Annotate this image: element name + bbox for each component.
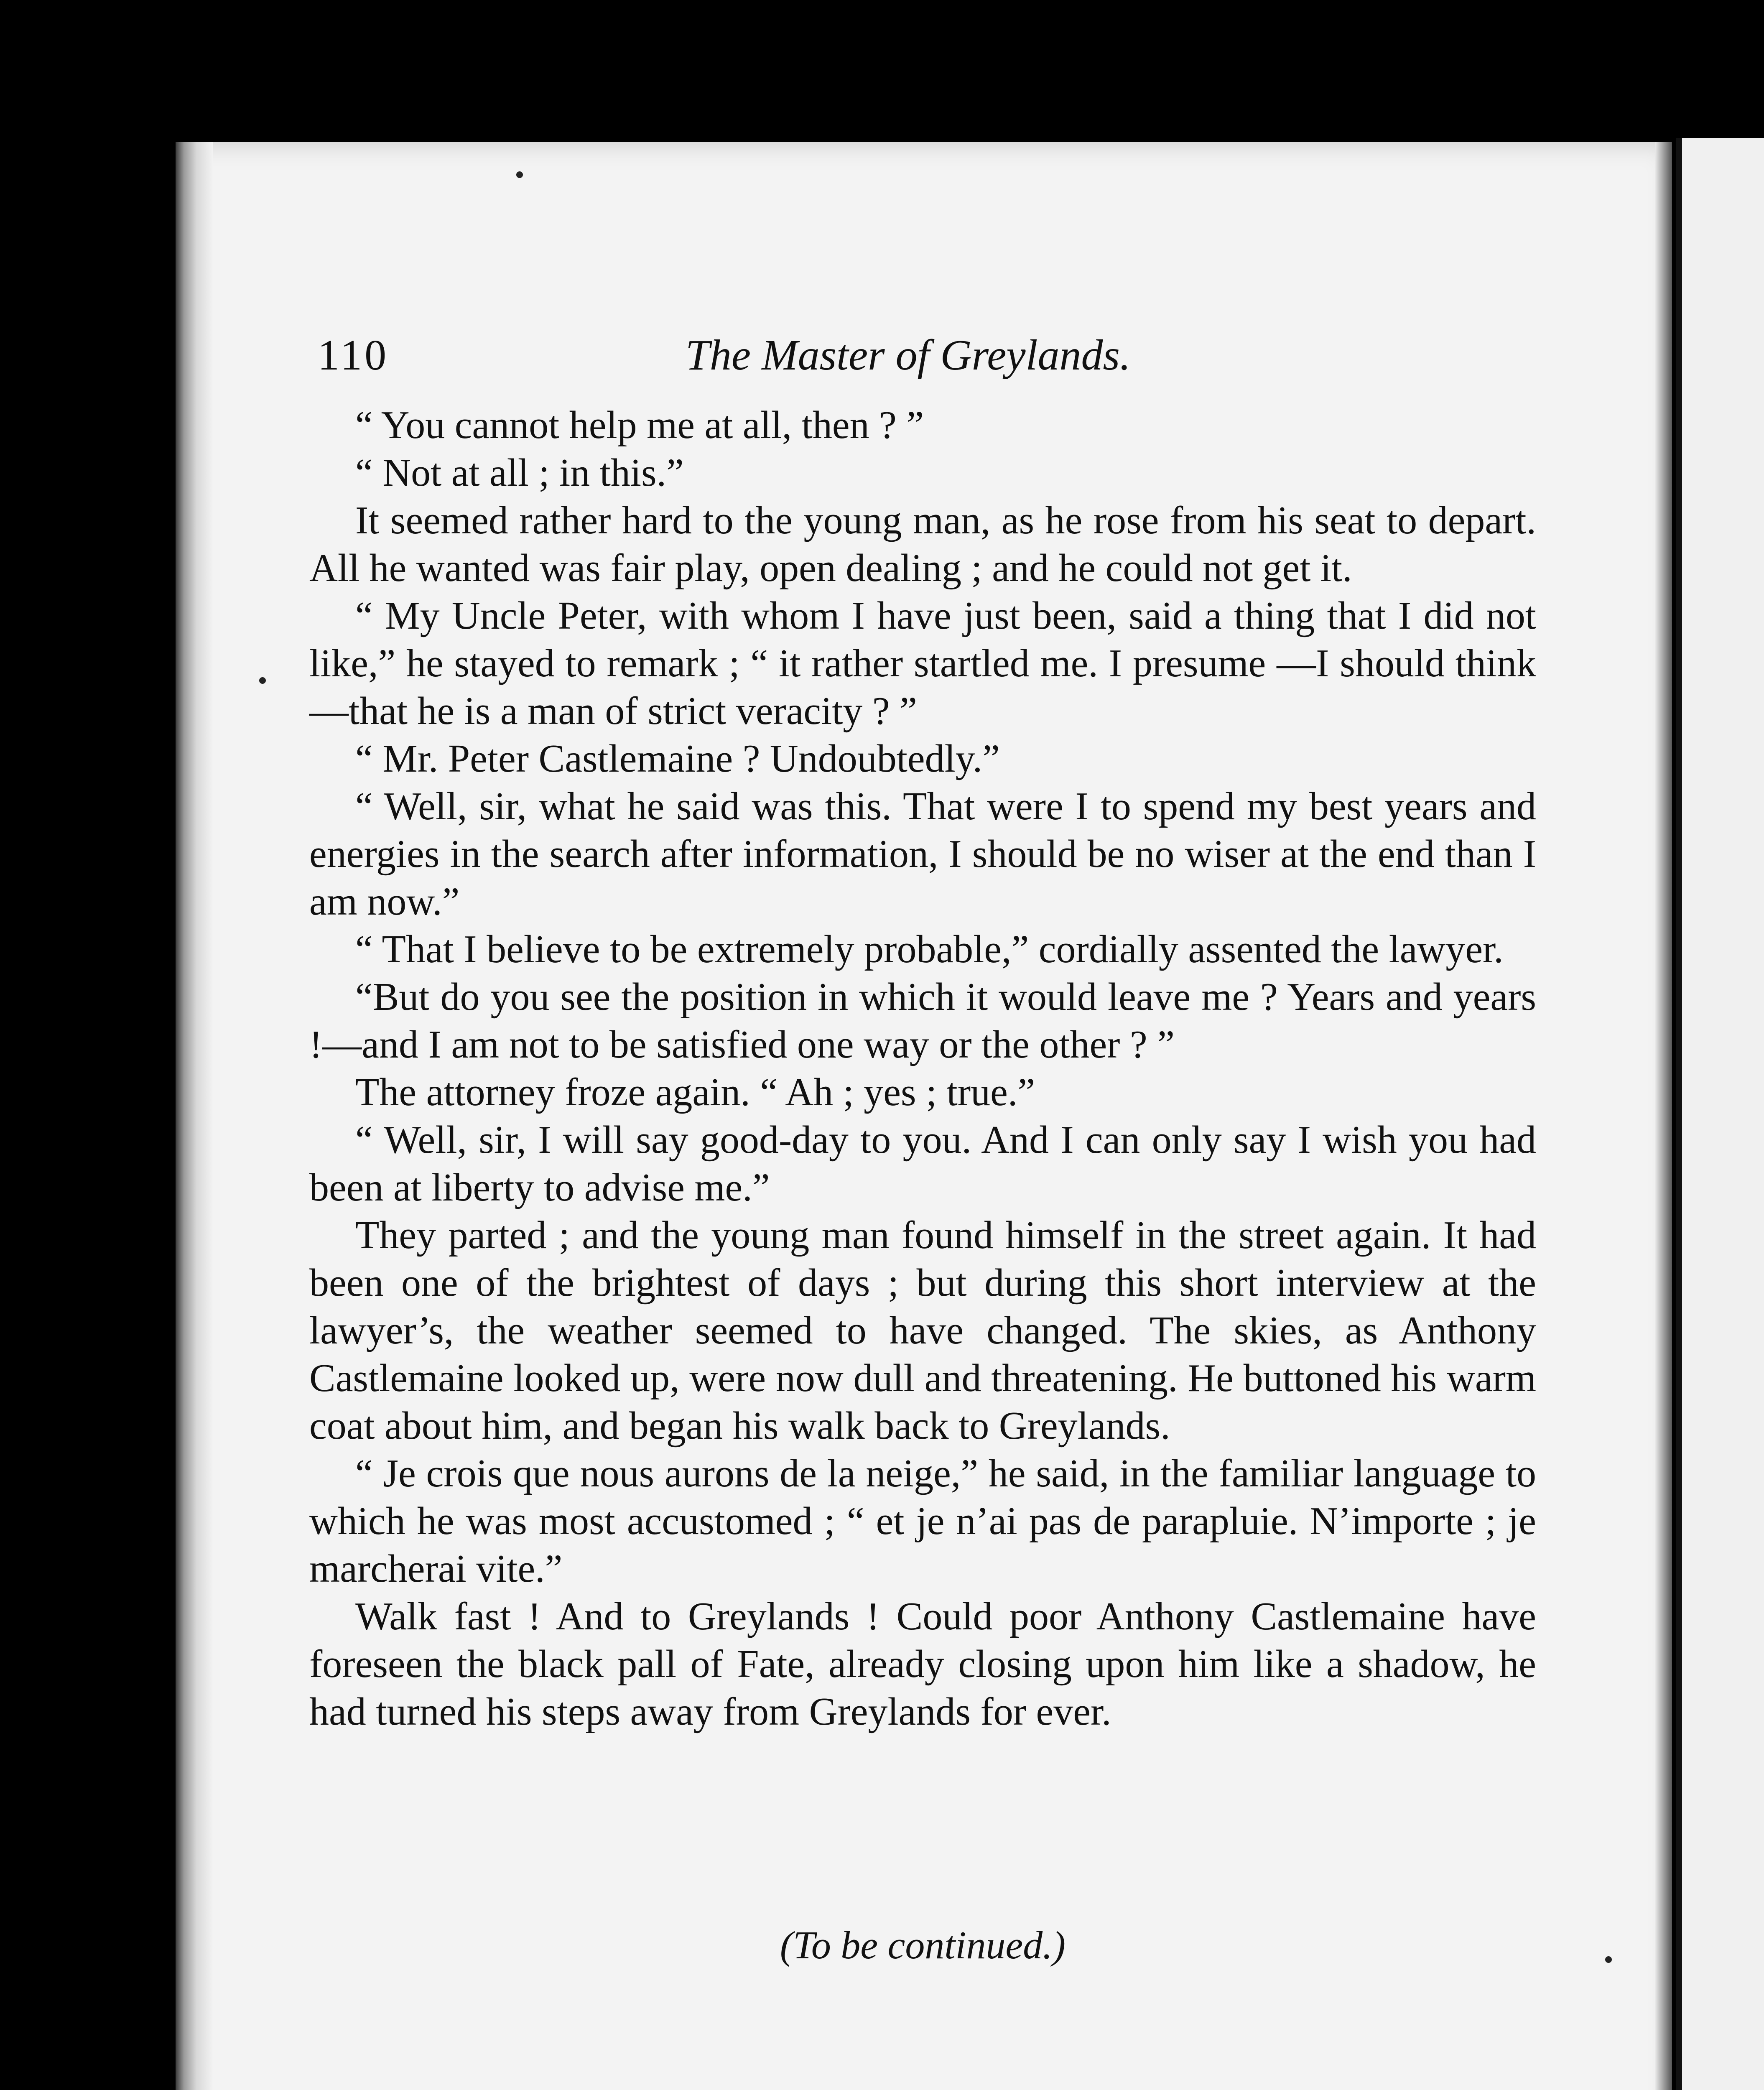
ink-speck — [516, 171, 523, 178]
paragraph: The attorney froze again. “ Ah ; yes ; true.” — [355, 1070, 1035, 1114]
running-title: The Master of Greylands. — [686, 331, 1131, 379]
paragraph: “ My Uncle Peter, with whom I have just been, said a thing that I did not like,” he stayed to remark ; “ it rather startled me. I presume —I should think—that he is a man of strict veracity ? ” — [309, 594, 1536, 733]
adjacent-page-edge — [1676, 138, 1764, 2090]
ink-speck — [259, 677, 266, 684]
paragraph: They parted ; and the young man found himself in the street again. It had been one of the brightest of days ; but during this short interview at the lawyer’s, the weather seemed to have changed. The skies, as Anthony Castlemaine looked up, were now dull and threatening. He buttoned his warm coat about him, and began his walk back to Greylands. — [309, 1213, 1536, 1448]
page-number: 110 — [318, 331, 389, 379]
paragraph: “ That I believe to be extremely probable,” cordially assented the lawyer. — [355, 928, 1504, 971]
paragraph: “But do you see the position in which it would leave me ? Years and years !—and I am not to be satisfied one way or the other ? ” — [309, 975, 1536, 1066]
body-text — [309, 401, 1536, 1736]
paragraph: “ Well, sir, I will say good-day to you. And I can only say I wish you had been at liberty to advise me.” — [309, 1118, 1536, 1209]
to-be-continued-note: (To be continued.) — [780, 1924, 1066, 1967]
paragraph: “ Je crois que nous aurons de la neige,” he said, in the familiar language to which he was most accustomed ; “ et je n’ai pas de parapluie. N’importe ; je marcherai vite.” — [309, 1452, 1536, 1590]
page-right-shadow — [1655, 142, 1672, 2090]
page-gutter-shadow — [176, 142, 213, 2090]
paragraph: “ Well, sir, what he said was this. That were I to spend my best years and energies in the search after information, I should be no wiser at the end than I am now.” — [309, 785, 1536, 923]
paragraph: Walk fast ! And to Greylands ! Could poor Anthony Castlemaine have foreseen the black pall of Fate, already closing upon him like a shadow, he had turned his steps away from Greylands for ever. — [309, 1595, 1536, 1733]
paragraph: “ Mr. Peter Castlemaine ? Undoubtedly.” — [355, 737, 1000, 780]
paragraph: “ Not at all ; in this.” — [355, 451, 684, 494]
ink-speck — [1605, 1956, 1612, 1963]
paragraph: It seemed rather hard to the young man, as he rose from his seat to depart. All he wanted was fair play, open dealing ; and he could not get it. — [309, 499, 1536, 590]
page-header — [318, 330, 1538, 389]
paragraph: “ You cannot help me at all, then ? ” — [355, 403, 924, 447]
